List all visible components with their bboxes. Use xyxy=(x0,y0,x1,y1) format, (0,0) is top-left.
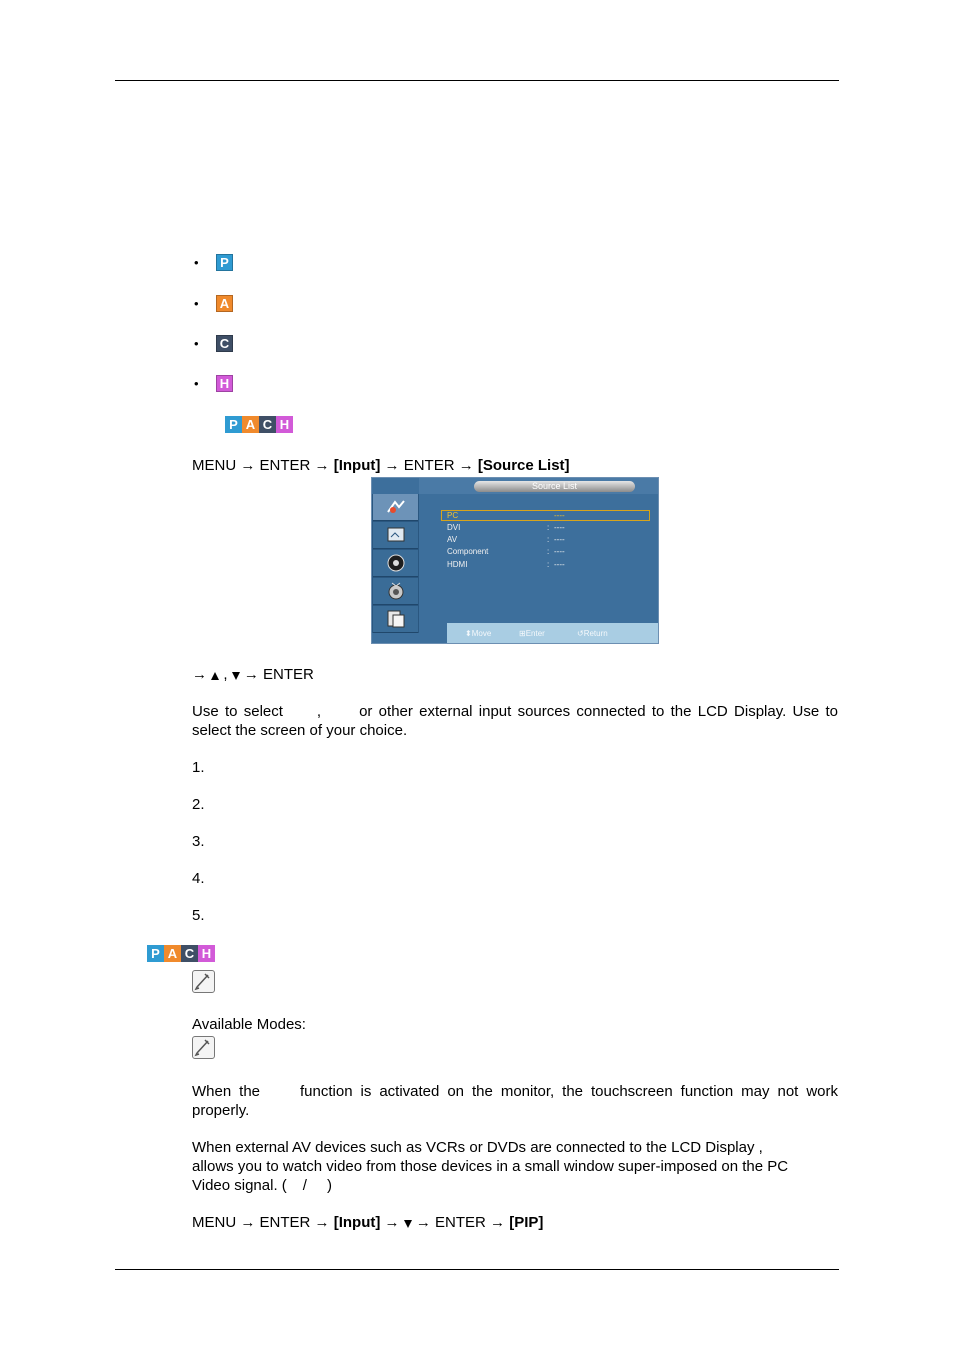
osd-move-hint: ⬍ Move xyxy=(465,629,492,638)
osd-tab-picture[interactable] xyxy=(373,522,418,549)
list-number: 1. xyxy=(192,759,205,776)
nav-enter: ENTER xyxy=(259,457,311,474)
mode-p-icon: P xyxy=(216,254,233,271)
nav-enter: ENTER xyxy=(403,457,455,474)
bullet: • xyxy=(194,376,199,391)
osd-row[interactable] xyxy=(447,511,565,520)
note-icon xyxy=(192,1036,215,1059)
osd-return-hint: ↺ Return xyxy=(577,629,608,638)
setup-icon xyxy=(386,581,406,601)
mode-p-icon: P xyxy=(147,945,164,962)
list-number: 5. xyxy=(192,907,205,924)
mode-h-icon: H xyxy=(216,375,233,392)
osd-header: Source List xyxy=(474,481,635,492)
nav-source-list: [Source List] xyxy=(477,457,570,474)
mode-p-icon: P xyxy=(225,416,242,433)
list-number: 2. xyxy=(192,796,205,813)
sound-icon xyxy=(386,553,406,573)
nav-pip: [PIP] xyxy=(509,1214,544,1231)
up-arrow-icon xyxy=(211,672,219,680)
nav-input: [Input] xyxy=(333,1214,381,1231)
pip-description-line: allows you to watch video from those devices in a small window super-imposed on the PC xyxy=(192,1158,789,1175)
osd-row-value: ---- xyxy=(554,511,565,520)
pach-mode-icons xyxy=(225,416,293,433)
header-rule xyxy=(115,80,839,81)
osd-enter-hint: ⊞ Enter xyxy=(519,629,545,638)
list-number: 4. xyxy=(192,870,205,887)
osd-tab-input[interactable] xyxy=(373,494,418,521)
osd-row[interactable] xyxy=(447,560,565,569)
osd-row-value: ---- xyxy=(554,547,565,556)
nav-menu: MENU xyxy=(192,457,237,474)
list-number: 3. xyxy=(192,833,205,850)
pip-description-line: When external AV devices such as VCRs or DVDs are connected to the LCD Display , xyxy=(192,1139,763,1156)
mode-h-icon: H xyxy=(276,416,293,433)
nav-path-select: → , → ENTER xyxy=(192,666,314,683)
nav-enter: ENTER xyxy=(435,1214,486,1231)
osd-row-label: PC xyxy=(447,511,459,520)
down-arrow-icon xyxy=(404,1220,412,1228)
osd-row-label: Component xyxy=(447,547,489,556)
osd-row[interactable] xyxy=(447,547,565,556)
osd-row-value: ---- xyxy=(554,535,565,544)
osd-source-list-screen xyxy=(371,477,659,644)
available-modes-label: Available Modes: xyxy=(192,1016,306,1033)
osd-selection-highlight xyxy=(441,510,650,521)
pach-mode-icons xyxy=(147,945,215,962)
bullet: • xyxy=(194,336,199,351)
nav-enter: ENTER xyxy=(259,1214,311,1231)
osd-row-value: ---- xyxy=(554,523,565,532)
source-list-description: Use to select , or other external input sources connected to the LCD Display. Use to select the screen of your choice. xyxy=(192,703,838,739)
osd-side-menu xyxy=(372,494,419,633)
osd-row-label: AV xyxy=(447,535,458,544)
picture-icon xyxy=(386,526,406,544)
nav-input: [Input] xyxy=(333,457,381,474)
osd-colon: : xyxy=(547,560,550,569)
osd-row[interactable] xyxy=(447,523,565,532)
osd-colon: : xyxy=(547,535,550,544)
mode-a-icon: A xyxy=(164,945,181,962)
mode-a-icon: A xyxy=(242,416,259,433)
nav-path-source-list: MENU → ENTER → [Input] → ENTER → [Source List] xyxy=(192,457,570,474)
osd-colon: : xyxy=(547,547,550,556)
footer-rule xyxy=(115,1269,839,1270)
mode-c-icon: C xyxy=(181,945,198,962)
osd-row-value: ---- xyxy=(554,560,565,569)
pip-description-line: Video signal. ( / ) xyxy=(192,1177,332,1194)
pip-touchscreen-note: When the function is activated on the monitor, the touchscreen function may not work properly. xyxy=(192,1083,838,1119)
down-arrow-icon xyxy=(232,672,240,680)
osd-colon: : xyxy=(547,523,550,532)
osd-row-label: DVI xyxy=(447,523,461,532)
bullet: • xyxy=(194,296,199,311)
mode-a-icon: A xyxy=(216,295,233,312)
osd-row[interactable] xyxy=(447,535,565,544)
osd-row-label: HDMI xyxy=(447,560,468,569)
nav-menu: MENU xyxy=(192,1214,237,1231)
mode-c-icon: C xyxy=(216,335,233,352)
mode-h-icon: H xyxy=(198,945,215,962)
osd-tab-sound[interactable] xyxy=(373,550,418,577)
osd-tab-multi-control[interactable] xyxy=(373,606,418,633)
note-icon xyxy=(192,970,215,993)
bullet: • xyxy=(194,255,199,270)
nav-path-pip: MENU → ENTER → [Input] → → ENTER → [PIP] xyxy=(192,1214,544,1231)
mode-c-icon: C xyxy=(259,416,276,433)
nav-enter: ENTER xyxy=(263,666,314,683)
osd-footer xyxy=(447,623,659,644)
input-icon xyxy=(385,498,407,516)
multi-control-icon xyxy=(385,609,407,629)
osd-tab-setup[interactable] xyxy=(373,578,418,605)
